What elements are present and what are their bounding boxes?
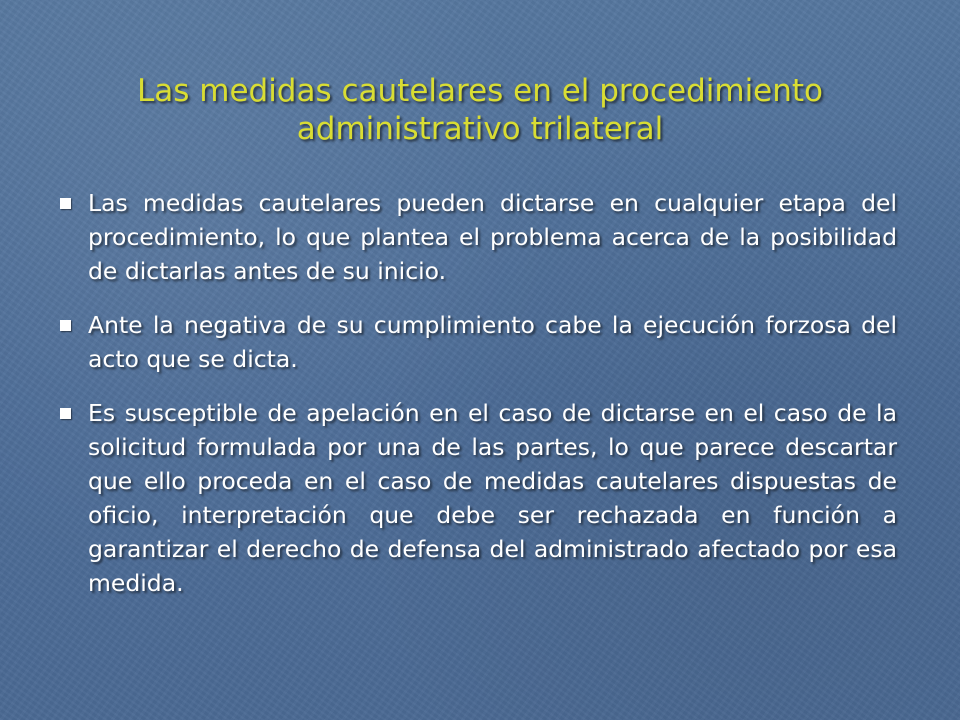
bullet-text: Las medidas cautelares pueden dictarse en cualquier etapa del procedimiento, lo que plantea el problema acerca de la posibilidad de dictarlas antes de su inicio. [88,189,897,285]
square-bullet-icon [60,408,71,419]
bullet-item [55,396,897,600]
bullet-item [55,186,897,288]
slide-title-line-1: Las medidas cautelares en el procedimiento [136,73,824,109]
bullet-list [55,186,897,620]
bullet-text: Ante la negativa de su cumplimiento cabe la ejecución forzosa del acto que se dicta. [88,311,897,373]
bullet-item [55,308,897,376]
slide-title [80,72,880,148]
square-bullet-icon [60,320,71,331]
slide-title-line-2: administrativo trilateral [296,111,664,147]
square-bullet-icon [60,198,71,209]
bullet-text: Es susceptible de apelación en el caso de dictarse en el caso de la solicitud formulada por una de las partes, lo que parece descartar que ello proceda en el caso de medidas cautelares dispuestas de oficio, interpretación que debe ser rechazada en función a garantizar el derecho de defensa del administrado afectado por esa medida. [88,399,897,597]
